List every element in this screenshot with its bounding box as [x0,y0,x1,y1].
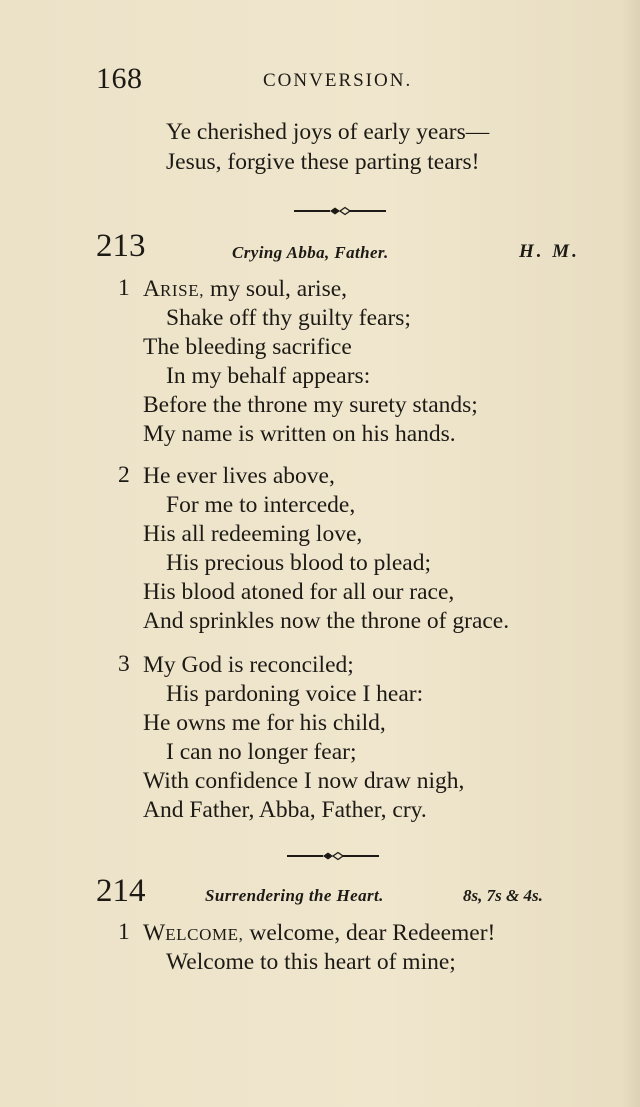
initial-capital: W [143,920,166,946]
hymn-title: Surrendering the Heart. [205,886,384,905]
verse-line: And sprinkles now the throne of grace. [143,608,510,634]
verse-number: 1 [118,275,130,301]
hymn-title: Crying Abba, Father. [232,243,389,262]
hymn-meter: H. M. [519,241,580,262]
verse-line: My God is reconciled; [143,652,354,678]
small-caps-word: ELCOME, [165,925,244,944]
ornamental-divider [294,205,386,217]
page-edge-shadow [622,0,640,1107]
hymn-meter: 8s, 7s & 4s. [463,886,543,905]
running-head: CONVERSION. [263,70,413,91]
verse-line: His all redeeming love, [143,521,363,547]
verse-line: My name is written on his hands. [143,421,456,447]
verse-line: He ever lives above, [143,463,335,489]
page-number: 168 [96,62,143,95]
verse-first-line [143,275,347,305]
hymn-number: 214 [96,873,146,909]
verse-line: For me to intercede, [166,492,356,518]
verse-line: He owns me for his child, [143,710,386,736]
verse-line: Welcome to this heart of mine; [166,949,456,975]
verse-line: I can no longer fear; [166,739,357,765]
verse-line: His blood atoned for all our race, [143,579,455,605]
verse-number: 2 [118,462,130,488]
line-text: welcome, dear Redeemer! [243,920,496,946]
ornamental-divider [287,850,379,862]
verse-number: 1 [118,919,130,945]
verse-line: His pardoning voice I hear: [166,681,424,707]
verse-line: The bleeding sacrifice [143,334,352,360]
verse-line: Shake off thy guilty fears; [166,305,411,331]
carryover-line: Ye cherished joys of early years— [166,119,490,145]
line-text: my soul, arise, [204,276,348,302]
small-caps-word: RISE, [159,281,205,300]
verse-line: With confidence I now draw nigh, [143,768,465,794]
initial-capital: A [143,276,160,302]
hymn-number: 213 [96,228,146,264]
verse-line: In my behalf appears: [166,363,371,389]
verse-first-line [143,919,495,949]
carryover-line: Jesus, forgive these parting tears! [166,149,480,175]
verse-line: His precious blood to plead; [166,550,431,576]
verse-number: 3 [118,651,130,677]
verse-line: Before the throne my surety stands; [143,392,478,418]
verse-line: And Father, Abba, Father, cry. [143,797,427,823]
